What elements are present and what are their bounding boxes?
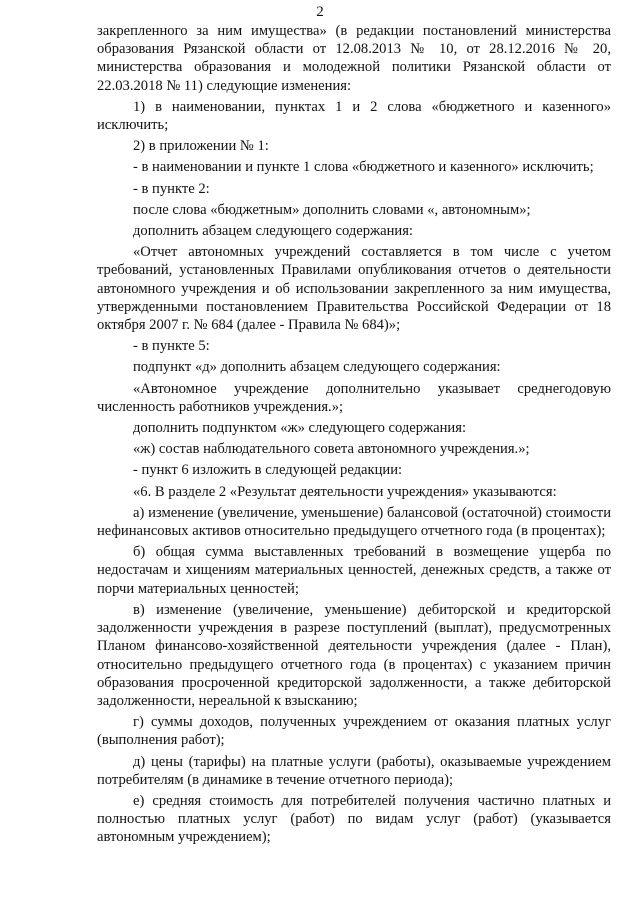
paragraph: «ж) состав наблюдательного совета автономного учреждения.»; xyxy=(133,441,530,458)
paragraph: после слова «бюджетным» дополнить словами «, автономным»; xyxy=(133,201,531,218)
paragraph: подпункт «д» дополнить абзацем следующего содержания: xyxy=(133,359,501,376)
paragraph: закрепленного за ним имущества» (в редакции постановлений министерства образования Рязанской области от 12.08.2013 № 10, от 28.12.2016 № 20, министерства образования и молодежной политики Рязанской области от 22.03.2018 № 11) следующие изменения: xyxy=(97,23,611,94)
paragraph: - в пункте 5: xyxy=(133,338,210,355)
document-body xyxy=(97,22,611,847)
paragraph: «6. В разделе 2 «Результат деятельности учреждения» указываются: xyxy=(133,483,557,500)
paragraph: «Автономное учреждение дополнительно указывает среднегодовую численность работников учреждения.»; xyxy=(97,380,611,415)
paragraph: «Отчет автономных учреждений составляется в том числе с учетом требований, установленных Правилами опубликования отчетов о деятельности автономного учреждения и об использовании закрепленного за ним имущества, утвержденными постановлением Правительства Российской Федерации от 18 октября 2007 г. № 684 (далее - Правила № 684)»; xyxy=(97,244,611,334)
paragraph: а) изменение (увеличение, уменьшение) балансовой (остаточной) стоимости нефинансовых активов относительно предыдущего отчетного года (в процентах); xyxy=(97,504,611,540)
paragraph: - в наименовании и пункте 1 слова «бюджетного и казенного» исключить; xyxy=(133,159,594,176)
paragraph: 1) в наименовании, пунктах 1 и 2 слова «бюджетного и казенного» исключить; xyxy=(97,98,611,134)
paragraph: дополнить абзацем следующего содержания: xyxy=(133,223,413,240)
paragraph: б) общая сумма выставленных требований в возмещение ущерба по недостачам и хищениям материальных ценностей, денежных средств, а также от порчи материальных ценностей; xyxy=(97,544,611,597)
page-number: 2 xyxy=(316,4,324,20)
paragraph: дополнить подпунктом «ж» следующего содержания: xyxy=(133,420,467,437)
paragraph: д) цены (тарифы) на платные услуги (работы), оказываемые учреждением потребителям (в динамике в течение отчетного периода); xyxy=(97,753,611,788)
paragraph: - пункт 6 изложить в следующей редакции: xyxy=(133,462,403,479)
paragraph: в) изменение (увеличение, уменьшение) дебиторской и кредиторской задолженности учреждения в разрезе поступлений (выплат), предусмотренных Планом финансово-хозяйственной деятельности учреждения (далее - План), относительно предыдущего отчетного года (в процентах) с указанием причин образования просроченной кредиторской задолженности, а также дебиторской задолженности, нереальной к взысканию; xyxy=(97,601,611,709)
paragraph: г) суммы доходов, полученных учреждением от оказания платных услуг (выполнения работ); xyxy=(97,714,611,749)
paragraph: 2) в приложении № 1: xyxy=(133,138,269,155)
paragraph: е) средняя стоимость для потребителей получения частично платных и полностью платных услуг (работ) по видам услуг (работ) (указывается автономным учреждением); xyxy=(97,792,611,846)
paragraph: - в пункте 2: xyxy=(133,180,210,197)
